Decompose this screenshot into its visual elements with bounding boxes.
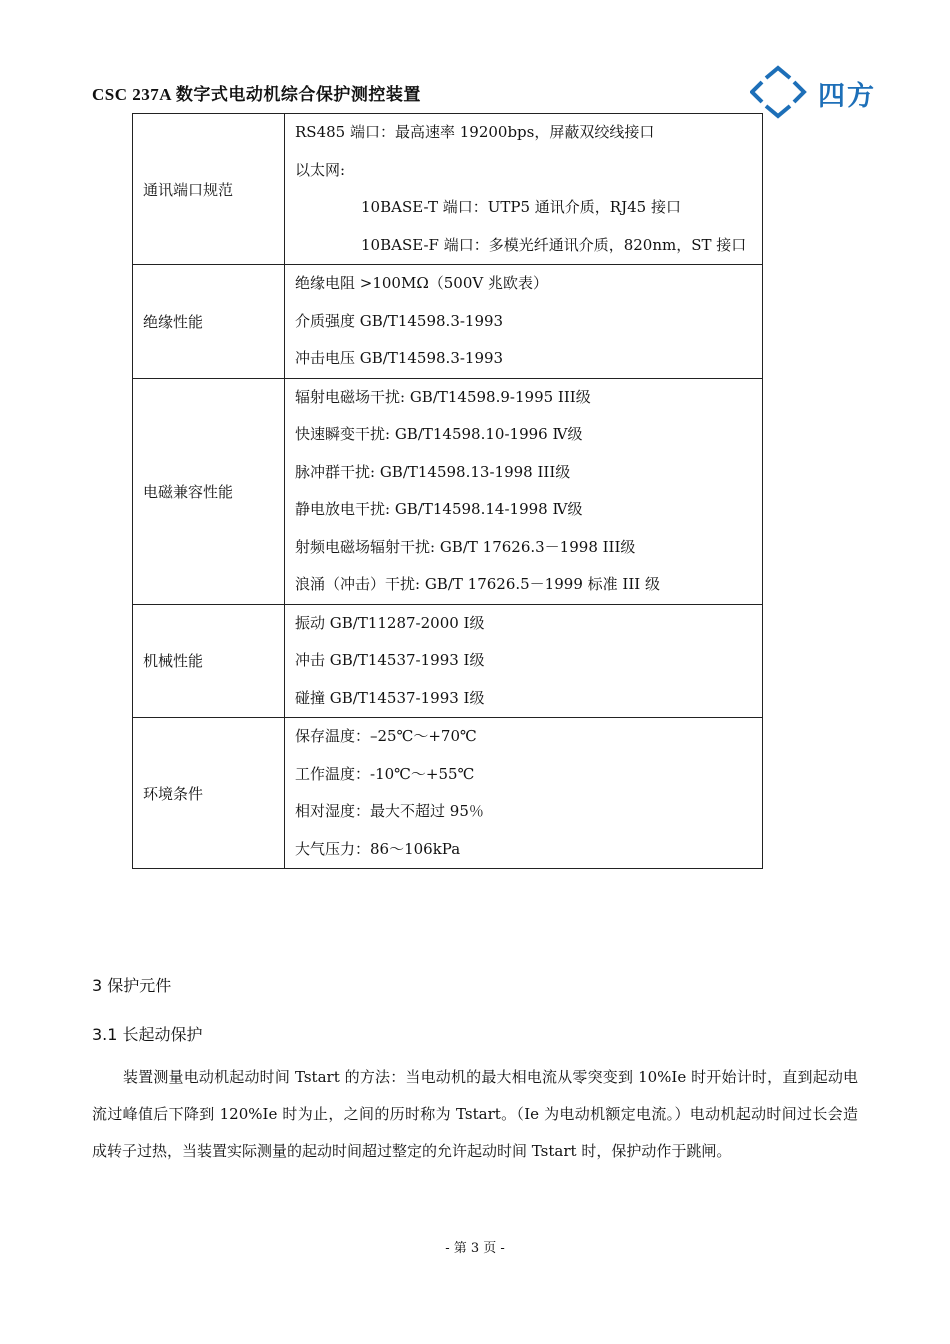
- category-cell: 机械性能: [133, 604, 285, 718]
- section-heading: 3 保护元件: [92, 976, 172, 995]
- spec-line: RS485 端口：最高速率 19200bps，屏蔽双绞线接口: [295, 123, 655, 141]
- page-number: - 第 3 页 -: [445, 1241, 505, 1256]
- value-cell: [285, 114, 763, 265]
- spec-line: 辐射电磁场干扰: GB/T14598.9-1995 III级: [295, 387, 591, 406]
- spec-line: 射频电磁场辐射干扰: GB/T 17626.3－1998 III级: [295, 537, 636, 556]
- subsection-heading: 3.1 长起动保护: [92, 1025, 203, 1044]
- table-row: [133, 378, 763, 604]
- spec-line: 工作温度：-10℃～+55℃: [295, 764, 475, 783]
- spec-line: 快速瞬变干扰: GB/T14598.10-1996 Ⅳ级: [295, 425, 583, 443]
- category-cell: 环境条件: [133, 718, 285, 869]
- spec-line: 碰撞 GB/T14537-1993 Ⅰ级: [295, 688, 485, 707]
- category-cell: 电磁兼容性能: [133, 378, 285, 604]
- spec-line: 相对湿度：最大不超过 95％: [295, 802, 484, 820]
- spec-line: 冲击电压 GB/T14598.3-1993: [295, 349, 504, 367]
- table-row: [133, 718, 763, 869]
- spec-line: 脉冲群干扰: GB/T14598.13-1998 III级: [295, 462, 571, 481]
- spec-line: 以太网:: [295, 160, 346, 179]
- body-paragraph: 装置测量电动机起动时间 Tstart 的方法：当电动机的最大相电流从零突变到 10%Ie 时开始计时，直到起动电流过峰值后下降到 120%Ie 时为止，之间的历时称为 Tstart。（Ie 为电动机额定电流。）电动机起动时间过长会造成转子过热，当装置实际测量的起动时间超过整定的允许起动时间 Tstart 时，保护动作于跳闸。: [92, 1068, 858, 1160]
- diamond-arrows-icon: [750, 64, 810, 120]
- category-cell: 通讯端口规范: [133, 114, 285, 265]
- company-logo: [750, 64, 890, 120]
- spec-line: 静电放电干扰: GB/T14598.14-1998 Ⅳ级: [295, 500, 583, 518]
- spec-line: 振动 GB/T11287-2000 Ⅰ级: [295, 613, 485, 632]
- spec-line: 绝缘电阻 >100MΩ（500V 兆欧表）: [295, 274, 548, 292]
- spec-line: 保存温度：–25℃～+70℃: [295, 727, 477, 745]
- value-cell: [285, 604, 763, 718]
- spec-line: 冲击 GB/T14537-1993 Ⅰ级: [295, 651, 485, 669]
- table-row: [133, 265, 763, 379]
- spec-line: 大气压力：86～106kPa: [295, 839, 461, 858]
- table-row: [133, 114, 763, 265]
- value-cell: [285, 265, 763, 379]
- document-header-title: CSC 237A 数字式电动机综合保护测控装置: [92, 85, 421, 104]
- specification-table: [132, 113, 763, 869]
- spec-line: 10BASE-T 端口：UTP5 通讯介质，RJ45 接口: [361, 198, 681, 216]
- category-cell: 绝缘性能: [133, 265, 285, 379]
- spec-line: 浪涌（冲击）干扰: GB/T 17626.5－1999 标准 III 级: [295, 575, 660, 593]
- value-cell: [285, 718, 763, 869]
- spec-line: 介质强度 GB/T14598.3-1993: [295, 311, 504, 330]
- spec-line: 10BASE-F 端口：多模光纤通讯介质，820nm，ST 接口: [361, 235, 747, 254]
- table-row: [133, 604, 763, 718]
- value-cell: [285, 378, 763, 604]
- logo-text: 四方: [818, 81, 876, 112]
